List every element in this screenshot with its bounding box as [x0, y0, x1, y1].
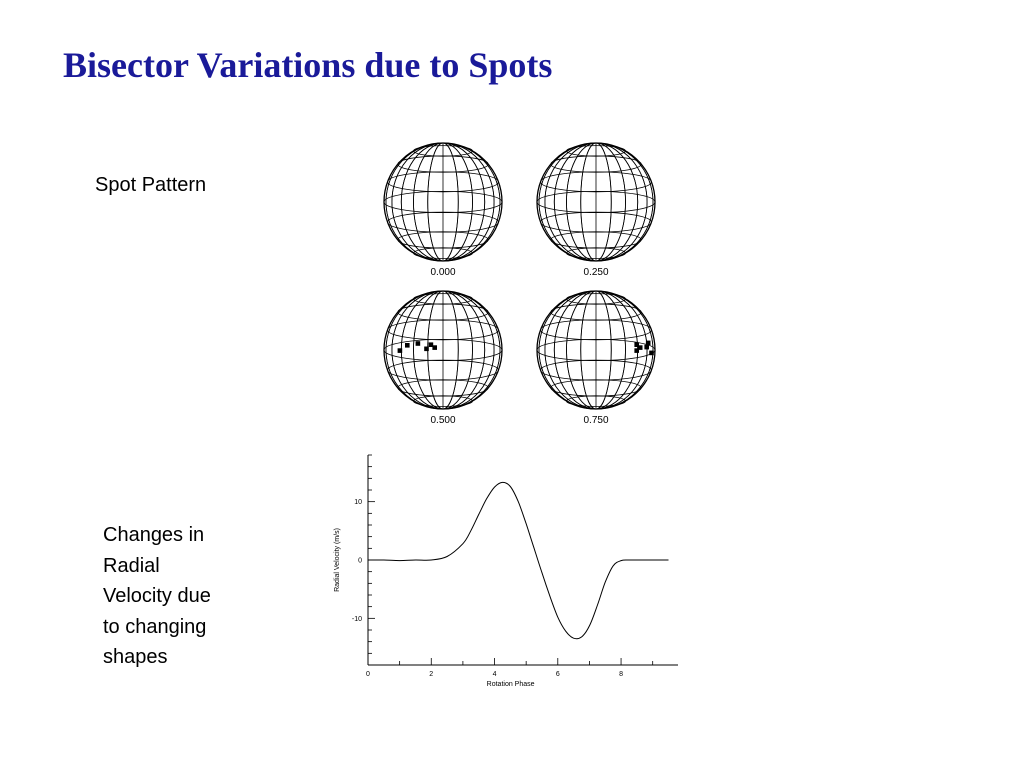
spot-pattern-figure — [370, 135, 670, 435]
star-spot — [644, 345, 649, 350]
y-axis-label: Radial Velocity (m/s) — [334, 528, 341, 592]
star-spot — [646, 341, 651, 346]
rv-caption-line: Radial — [103, 554, 160, 577]
star-spot — [424, 347, 429, 352]
star-spot — [634, 348, 639, 353]
x-tick-label: 6 — [555, 671, 560, 678]
x-tick-label: 2 — [429, 671, 434, 678]
rv-caption-line: shapes — [103, 646, 168, 668]
y-tick-label: 0 — [358, 557, 362, 565]
y-tick-label: 10 — [354, 499, 362, 507]
rv-caption-line: Velocity due — [103, 585, 211, 607]
sphere-1 — [537, 143, 655, 278]
sphere-0 — [384, 143, 502, 278]
star-spot — [398, 348, 403, 353]
star-spot — [405, 343, 410, 348]
y-tick-label: -10 — [351, 615, 362, 623]
spot-pattern-label: Spot Pattern — [95, 174, 207, 196]
radial-velocity-chart — [325, 450, 685, 695]
star-spot — [429, 342, 434, 347]
rv-caption — [103, 520, 263, 673]
phase-label: 0.750 — [583, 415, 609, 426]
star-spot — [416, 341, 421, 346]
star-spot — [649, 351, 654, 356]
x-tick-label: 0 — [366, 671, 370, 678]
star-spot — [634, 342, 639, 347]
sphere-3 — [537, 291, 655, 426]
x-axis-label: Rotation Phase — [486, 681, 535, 688]
x-tick-label: 8 — [619, 671, 624, 678]
phase-label: 0.500 — [430, 415, 456, 426]
phase-label: 0.000 — [430, 267, 456, 278]
rv-caption-line: Changes in — [103, 524, 205, 546]
slide-title: Bisector Variations due to Spots — [63, 45, 553, 85]
phase-label: 0.250 — [583, 267, 609, 278]
rv-curve — [368, 482, 669, 638]
rv-caption-line: to changing — [103, 615, 207, 638]
x-tick-label: 4 — [492, 671, 497, 678]
sphere-2 — [384, 291, 502, 426]
